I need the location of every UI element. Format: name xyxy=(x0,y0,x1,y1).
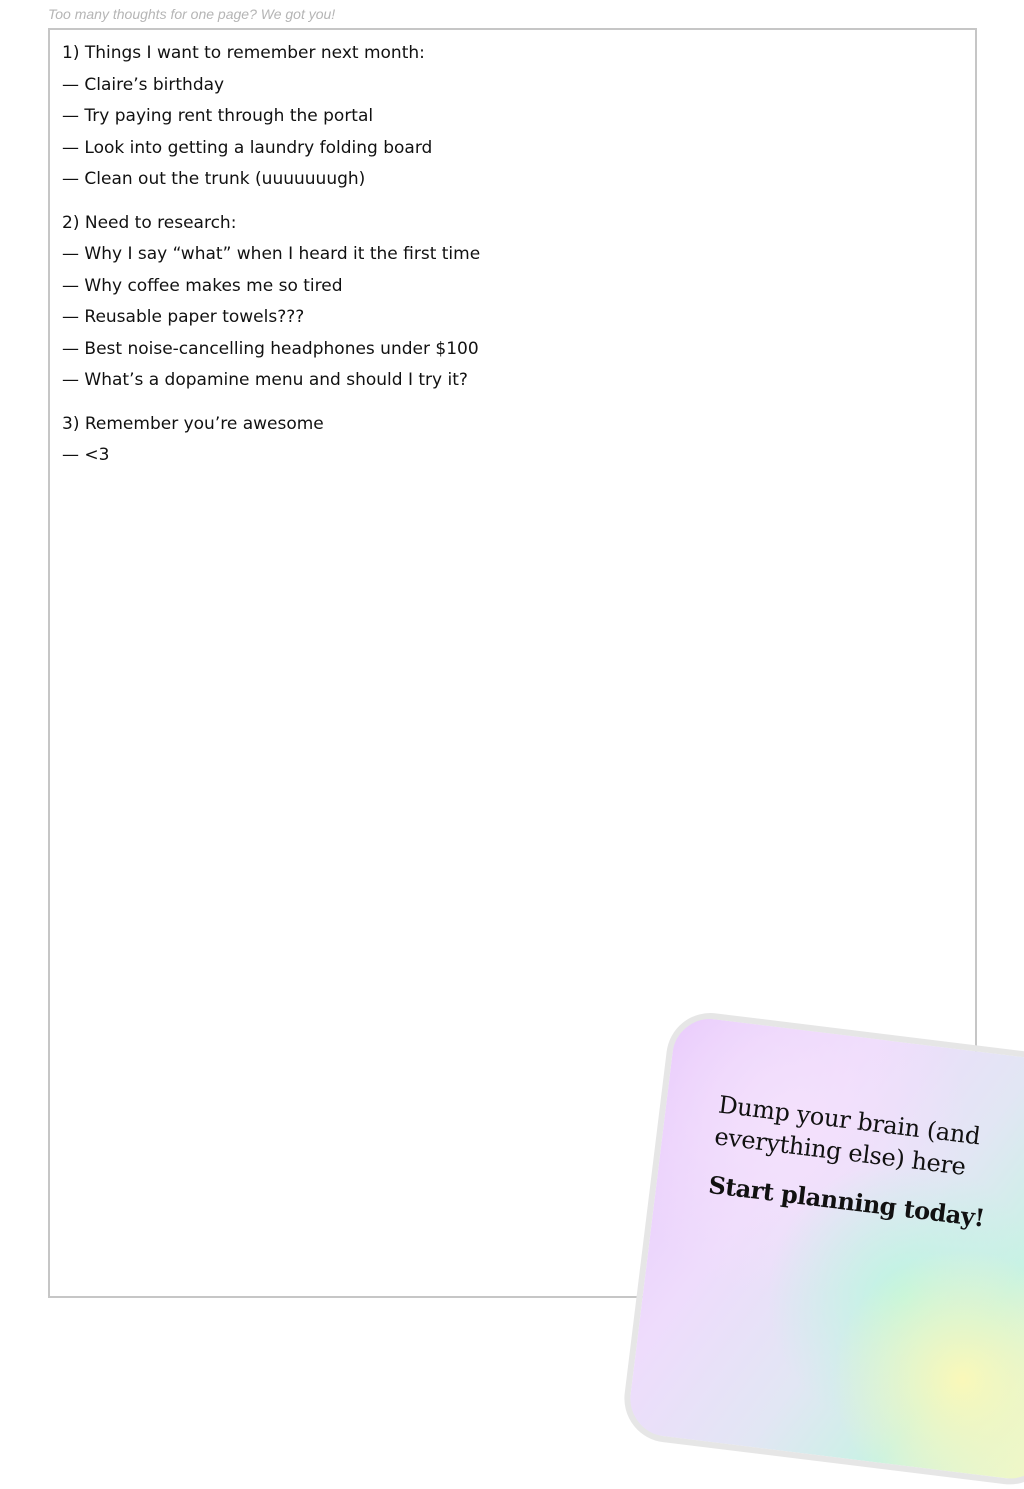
list-item: — Best noise-cancelling headphones under $100 xyxy=(62,338,479,359)
promo-card-text xyxy=(707,1089,998,1233)
list-item: — Try paying rent through the portal xyxy=(62,106,374,126)
promo-subtitle: Dump your brain (and everything else) here xyxy=(712,1090,982,1181)
list-item: — Clean out the trunk (uuuuuuugh) xyxy=(62,169,366,189)
list-item: — Why coffee makes me so tired xyxy=(62,275,343,296)
promo-card[interactable] xyxy=(619,1008,1024,1489)
section-heading: 3) Remember you’re awesome xyxy=(62,413,324,434)
list-item: — What’s a dopamine menu and should I try it? xyxy=(62,370,468,390)
page-caption: Too many thoughts for one page? We got you! xyxy=(48,6,336,22)
notes-section-3 xyxy=(62,409,480,472)
list-item: — Look into getting a laundry folding board xyxy=(62,137,433,158)
promo-cta[interactable]: Start planning today! xyxy=(707,1169,987,1233)
list-item: — <3 xyxy=(62,445,110,465)
notes-content xyxy=(62,38,480,484)
list-item: — Reusable paper towels??? xyxy=(62,307,305,327)
section-heading: 1) Things I want to remember next month: xyxy=(62,43,425,63)
notes-section-2 xyxy=(62,208,480,397)
section-heading: 2) Need to research: xyxy=(62,212,237,233)
list-item: — Claire’s birthday xyxy=(62,74,225,95)
notes-section-1 xyxy=(62,38,480,196)
list-item: — Why I say “what” when I heard it the first time xyxy=(62,244,481,264)
